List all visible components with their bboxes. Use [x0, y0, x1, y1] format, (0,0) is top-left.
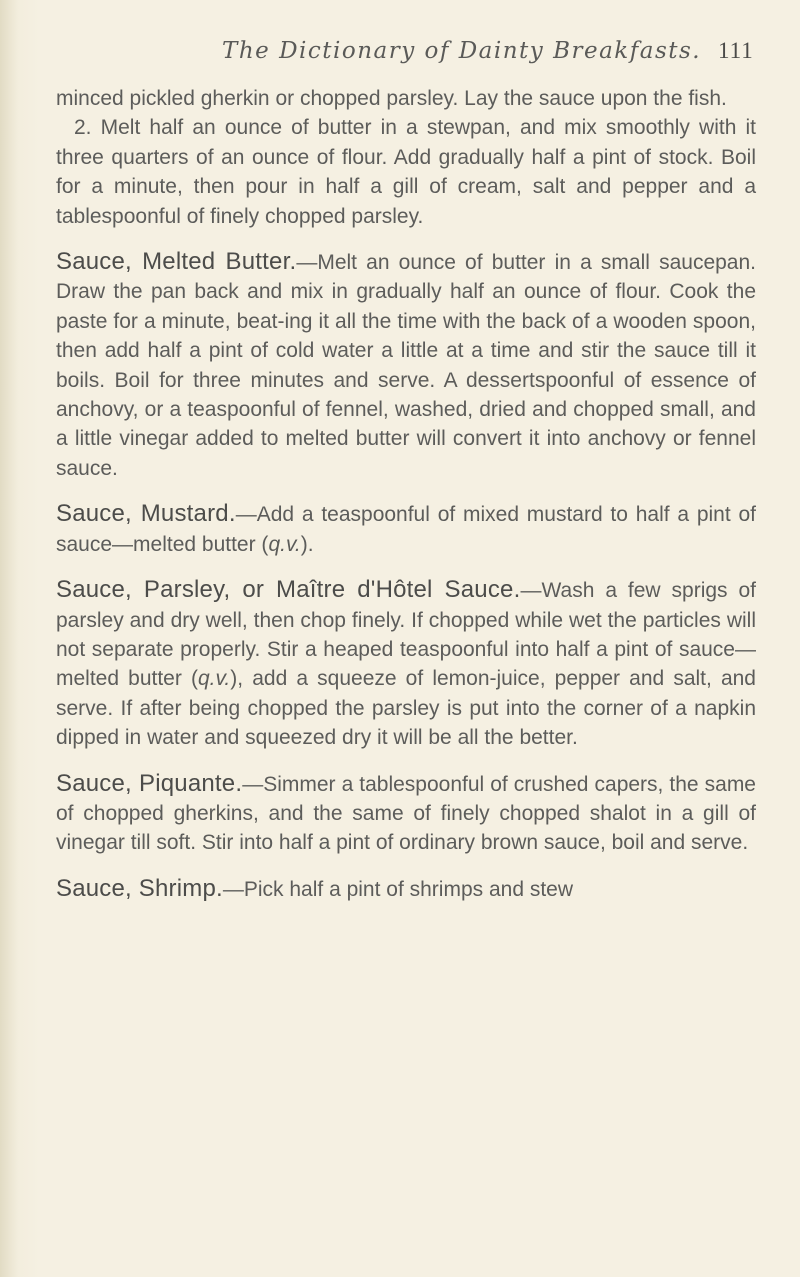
entry-heading: Sauce, Parsley, or Maître d'Hôtel Sauce. [56, 576, 521, 604]
entry-heading: Sauce, Piquante. [56, 769, 243, 797]
paragraph-continuation: minced pickled gherkin or chopped parsley. Lay the sauce upon the fish. [56, 87, 727, 110]
entry-mustard [56, 499, 756, 559]
entry-shrimp [56, 874, 756, 904]
entry-heading: Sauce, Shrimp. [56, 874, 223, 902]
entry-text: —Add a teaspoonful of mixed mustard to half a pint of sauce—melted butter ( [56, 503, 756, 556]
entry-heading: Sauce, Mustard. [56, 500, 236, 528]
body-text [56, 84, 756, 904]
cross-reference: q.v. [268, 532, 301, 556]
entry-text: —Simmer a tablespoonful of crushed capers, the same of chopped gherkins, and the same of finely chopped shalot in a gill of vinegar till soft. Stir into half a pint of ordinary brown sauce, boil and serve. [56, 772, 756, 855]
cross-reference: q.v. [197, 667, 231, 691]
entry-parsley [56, 575, 756, 752]
running-head [0, 38, 800, 78]
paragraph-step-2: 2. Melt half an ounce of butter in a stewpan, and mix smoothly with it three quarters of an ounce of flour. Add gradually half a pint of stock. Boil for a minute, then pour in half a gill of cream, salt and pepper and a tablespoonful of finely chopped parsley. [56, 116, 756, 228]
entry-text: —Pick half a pint of shrimps and stew [222, 877, 574, 901]
entry-heading: Sauce, Melted Butter. [56, 248, 297, 276]
entry-text-end: ). [300, 532, 314, 556]
page-number: 111 [718, 38, 754, 63]
entry-text: —Melt an ounce of butter in a small saucepan. Draw the pan back and mix in gradually half an ounce of flour. Cook the paste for a minute, beat-ing it all the time with the back of a wooden spoon, then add half a pint of cold water a little at a time and stir the sauce till it boils. Boil for three minutes and serve. A dessertspoonful of essence of anchovy, or a teaspoonful of fennel, washed, dried and chopped small, and a little vinegar added to melted butter will convert it into anchovy or fennel sauce. [56, 251, 757, 480]
running-title: The Dictionary of Dainty Breakfasts. [222, 38, 702, 64]
entry-melted-butter [56, 247, 756, 483]
entry-piquante [56, 769, 756, 858]
entry-text-end: ), add a squeeze of lemon-juice, pepper and salt, and serve. If after being chopped the parsley is put into the corner of a napkin dipped in water and squeezed dry it will be all the better. [56, 667, 756, 750]
entry-text: —Wash a few sprigs of parsley and dry well, then chop finely. If chopped while wet the particles will not separate properly. Stir a heaped teaspoonful into half a pint of sauce—melted butter ( [56, 579, 756, 691]
